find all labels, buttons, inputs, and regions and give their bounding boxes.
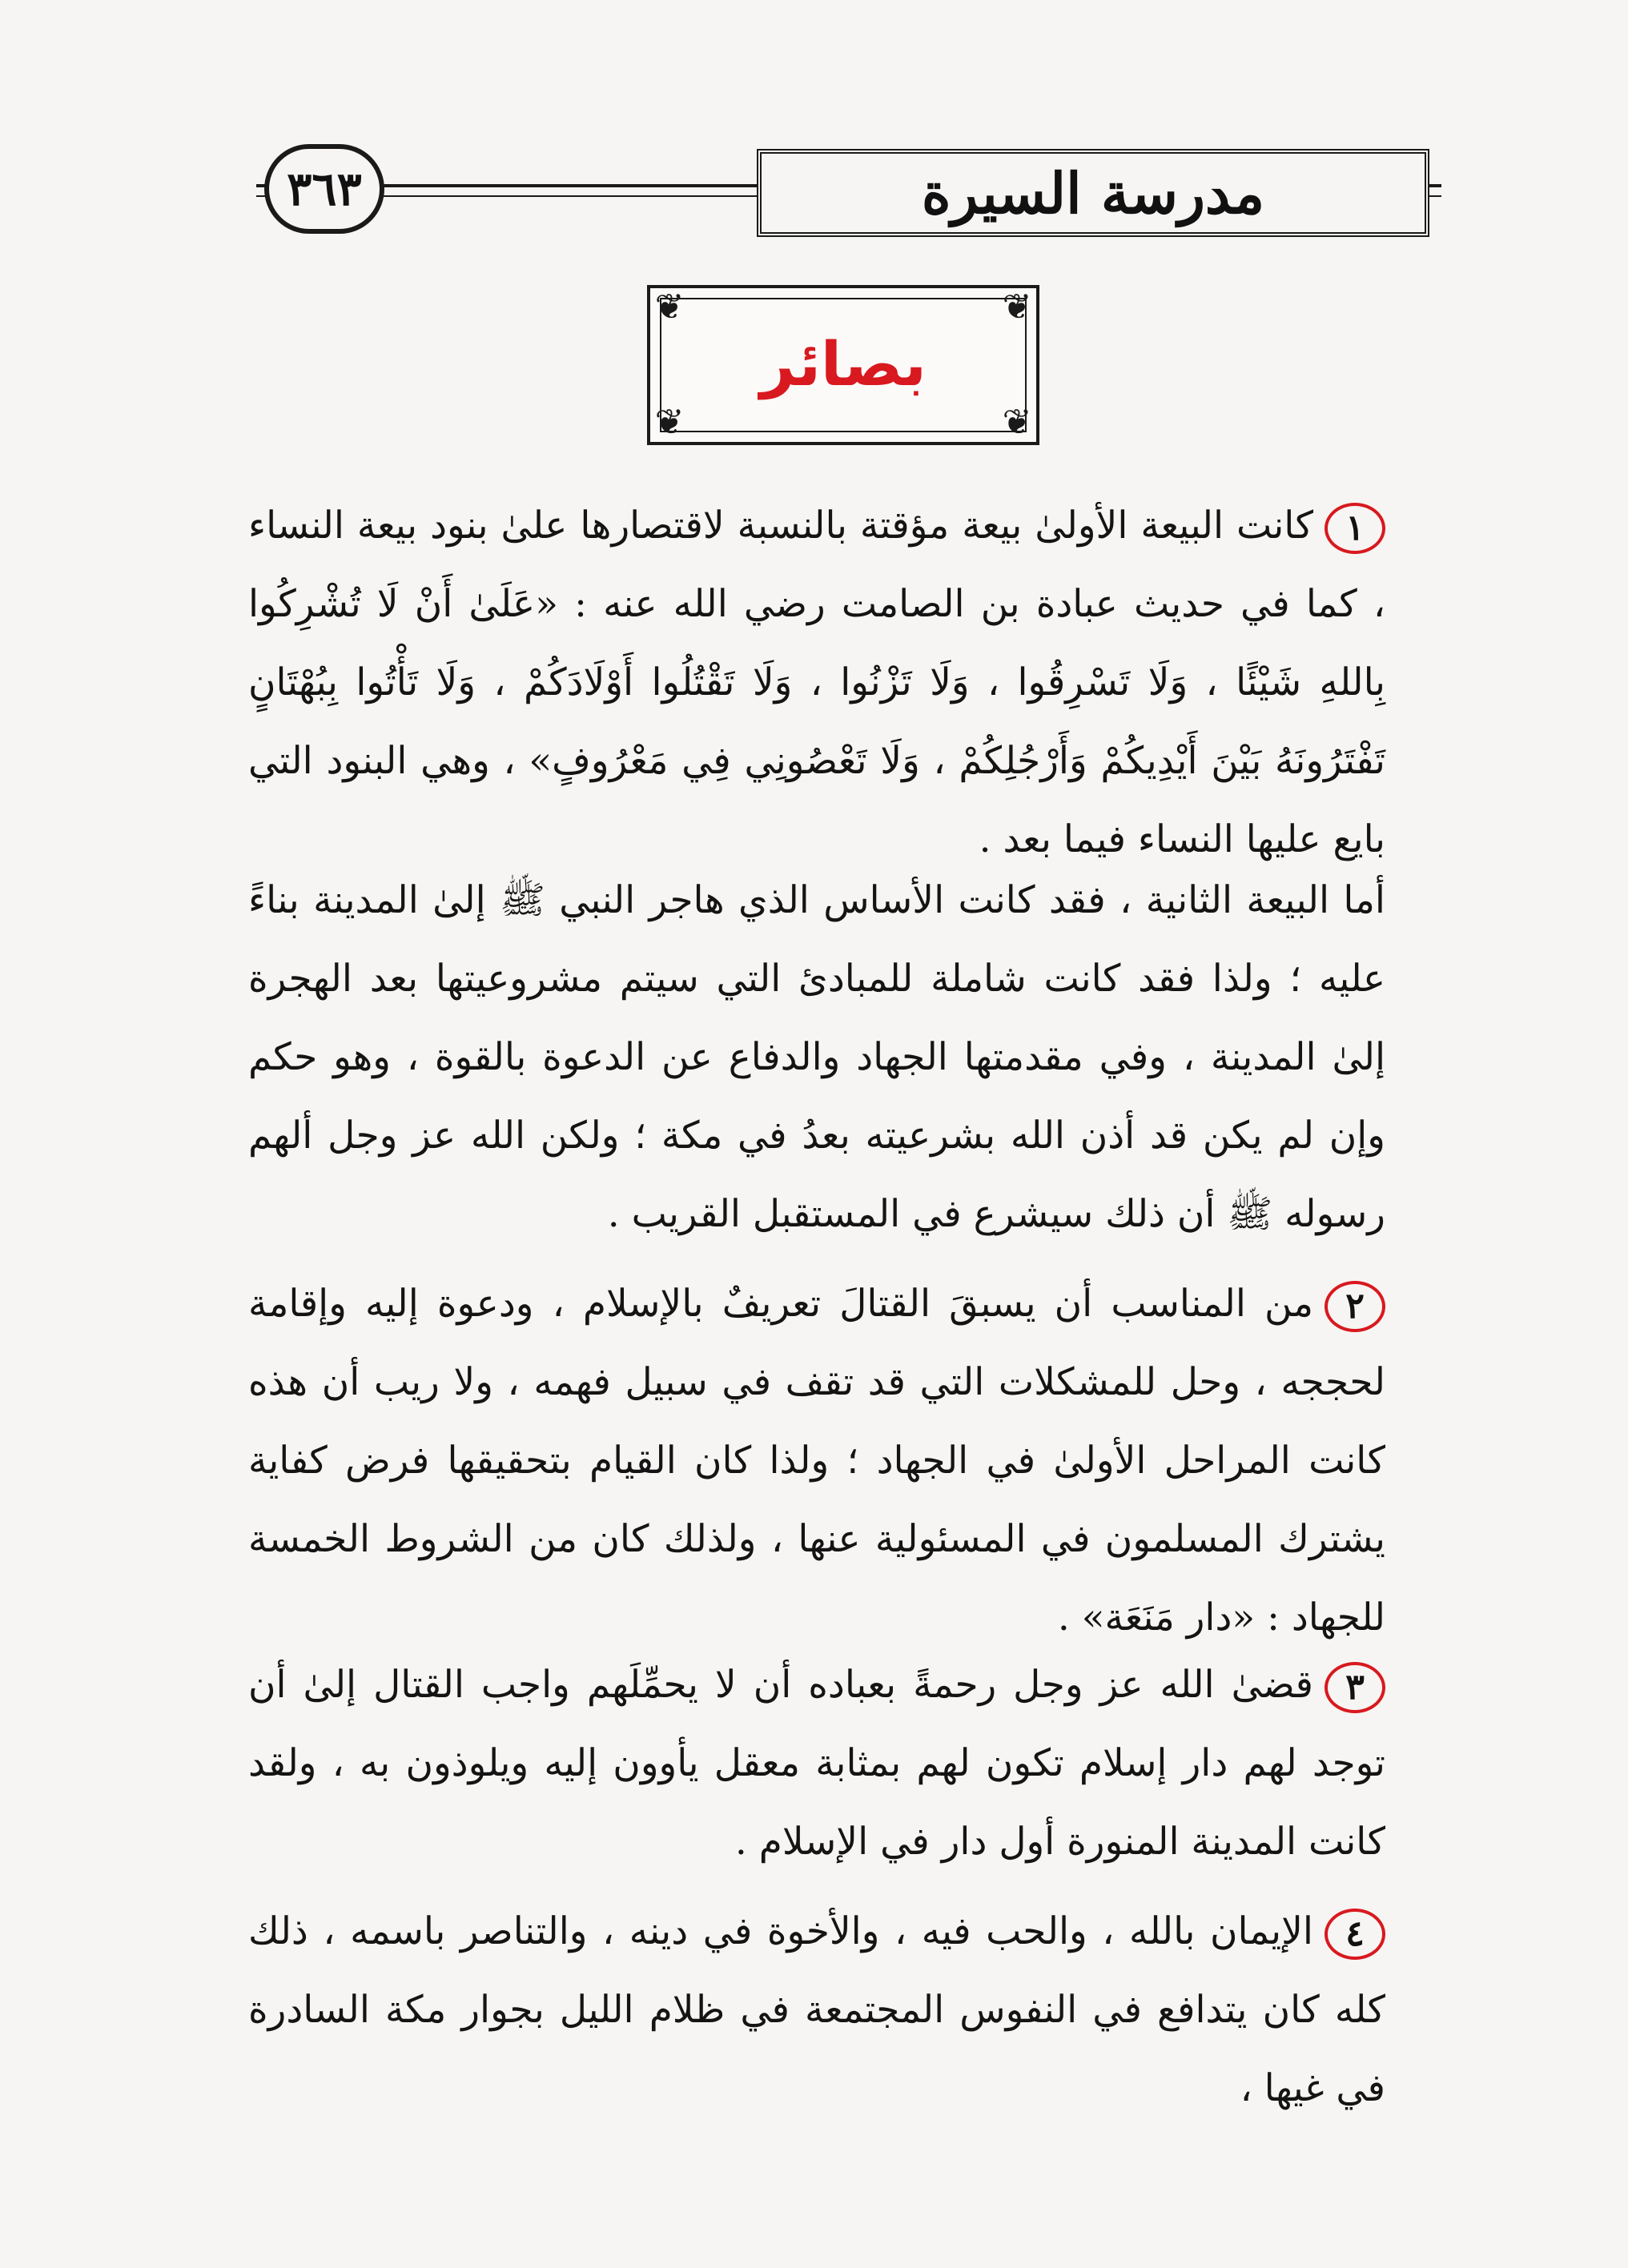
page-number: ٣٦٣ xyxy=(264,144,384,234)
ornament-icon: ❦ xyxy=(1002,287,1032,327)
paragraph-2 xyxy=(248,1265,1385,1657)
header-title-frame xyxy=(757,149,1429,237)
book-title: مدرسة السيرة xyxy=(921,159,1265,227)
paragraph-text: أما البيعة الثانية ، فقد كانت الأساس الذي هاجر النبي ﷺ إلىٰ المدينة بناءً عليه ؛ ولذا فقد كانت شاملة للمبادئ التي سيتم مشروعيتها بعد الهجرة إلىٰ المدينة ، وفي مقدمتها الجهاد والدفاع عن الدعوة بالقوة ، وهو حكم وإن لم يكن قد أذن الله بشرعيته بعدُ في مكة ؛ ولكن الله عز وجل ألهم رسوله ﷺ أن ذلك سيشرع في المستقبل القريب . xyxy=(248,878,1385,1236)
paragraph-number: ٢ xyxy=(1325,1281,1385,1332)
paragraph-1-continued xyxy=(248,861,1385,1254)
paragraph-text: الإيمان بالله ، والحب فيه ، والأخوة في دينه ، والتناصر باسمه ، ذلك كله كان يتدافع في النفوس المجتمعة في ظلام الليل بجوار مكة السادرة في غيها ، xyxy=(248,1909,1385,2110)
paragraph-text: كانت البيعة الأولىٰ بيعة مؤقتة بالنسبة لاقتصارها علىٰ بنود بيعة النساء ، كما في حديث عبادة بن الصامت رضي الله عنه : «عَلَىٰ أَنْ لَا تُشْرِكُوا بِاللهِ شَيْئًا ، وَلَا تَسْرِقُوا ، وَلَا تَزْنُوا ، وَلَا تَقْتُلُوا أَوْلَادَكُمْ ، وَلَا تَأْتُوا بِبُهْتَانٍ تَفْتَرُونَهُ بَيْنَ أَيْدِيكُمْ وَأَرْجُلِكُمْ ، وَلَا تَعْصُونِي فِي مَعْرُوفٍ» ، وهي البنود التي بايع عليها النساء فيما بعد . xyxy=(248,504,1385,861)
paragraph-number: ٤ xyxy=(1325,1909,1385,1960)
paragraph-1 xyxy=(248,487,1385,879)
section-title-frame xyxy=(647,285,1039,445)
paragraph-4 xyxy=(248,1893,1385,2128)
paragraph-number: ١ xyxy=(1325,503,1385,554)
paragraph-text: من المناسب أن يسبقَ القتالَ تعريفٌ بالإسلام ، ودعوة إليه وإقامة لحججه ، وحل للمشكلات التي قد تقف في سبيل فهمه ، ولا ريب أن هذه كانت المراحل الأولىٰ في الجهاد ؛ ولذا كان القيام بتحقيقها فرض كفاية يشترك المسلمون في المسئولية عنها ، ولذلك كان من الشروط الخمسة للجهاد : «دار مَنَعَة» . xyxy=(248,1282,1385,1640)
ornament-icon: ❦ xyxy=(654,287,685,327)
paragraph-3 xyxy=(248,1646,1385,1881)
section-title: بصائر xyxy=(760,328,927,399)
paragraph-number: ٣ xyxy=(1325,1662,1385,1713)
ornament-icon: ❦ xyxy=(1002,402,1032,443)
ornament-icon: ❦ xyxy=(654,402,685,443)
paragraph-text: قضىٰ الله عز وجل رحمةً بعباده أن لا يحمِّلَهم واجب القتال إلىٰ أن توجد لهم دار إسلام تكون لهم بمثابة معقل يأوون إليه ويلوذون به ، ولقد كانت المدينة المنورة أول دار في الإسلام . xyxy=(248,1663,1385,1864)
